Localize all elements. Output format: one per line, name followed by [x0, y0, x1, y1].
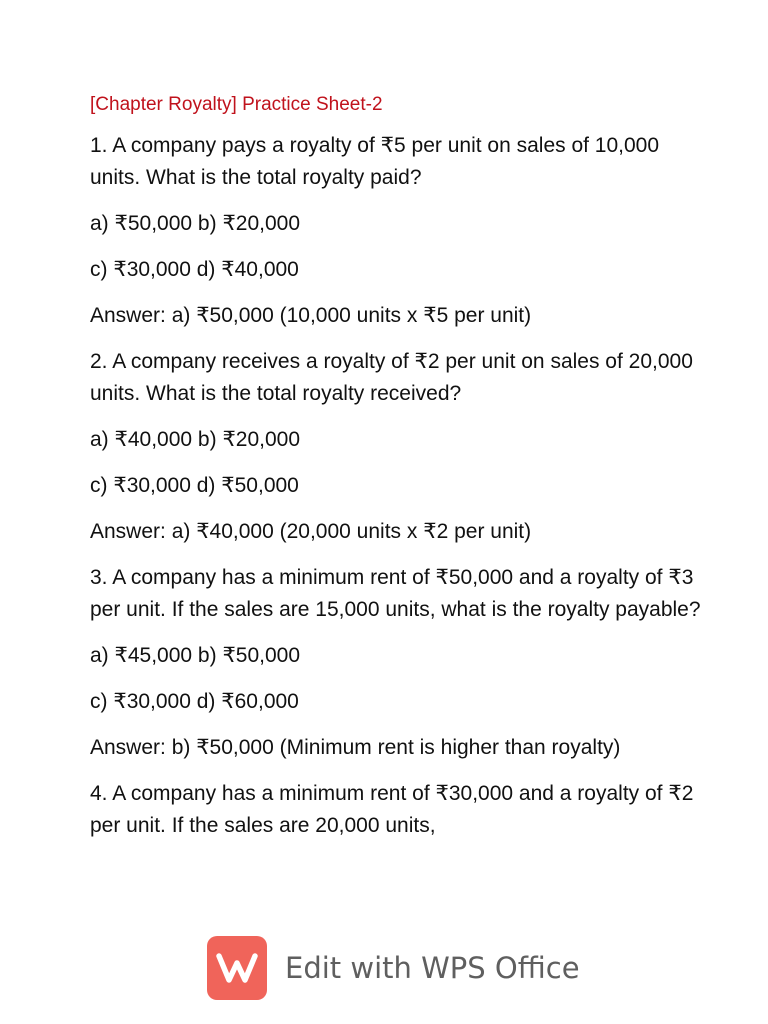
wps-edit-banner[interactable] [207, 936, 580, 1000]
question-2-answer: Answer: a) ₹40,000 (20,000 units x ₹2 per unit) [90, 520, 532, 543]
question-1: 1. A company pays a royalty of ₹5 per unit on sales of 10,000 units. What is the total royalty paid? [90, 134, 660, 189]
wps-office-logo-icon[interactable] [207, 936, 267, 1000]
question-2: 2. A company receives a royalty of ₹2 per unit on sales of 20,000 units. What is the total royalty received? [90, 350, 693, 405]
sheet-title: [Chapter Royalty] Practice Sheet-2 [90, 94, 383, 115]
question-1-options-cd: c) ₹30,000 d) ₹40,000 [90, 258, 299, 281]
question-4: 4. A company has a minimum rent of ₹30,000 and a royalty of ₹2 per unit. If the sales are 20,000 units, [90, 782, 694, 837]
question-3-answer: Answer: b) ₹50,000 (Minimum rent is higher than royalty) [90, 736, 621, 759]
question-3-options-cd: c) ₹30,000 d) ₹60,000 [90, 690, 299, 713]
question-2-options-cd: c) ₹30,000 d) ₹50,000 [90, 474, 299, 497]
wps-w-glyph-icon [215, 951, 259, 985]
edit-with-wps-label[interactable]: Edit with WPS Office [285, 951, 580, 985]
question-3-options-ab: a) ₹45,000 b) ₹50,000 [90, 644, 301, 667]
question-1-options-ab: a) ₹50,000 b) ₹20,000 [90, 212, 301, 235]
question-2-options-ab: a) ₹40,000 b) ₹20,000 [90, 428, 301, 451]
question-3: 3. A company has a minimum rent of ₹50,000 and a royalty of ₹3 per unit. If the sales are 15,000 units, what is the royalty payable? [90, 566, 701, 621]
practice-sheet [90, 92, 710, 856]
question-1-answer: Answer: a) ₹50,000 (10,000 units x ₹5 per unit) [90, 304, 532, 327]
